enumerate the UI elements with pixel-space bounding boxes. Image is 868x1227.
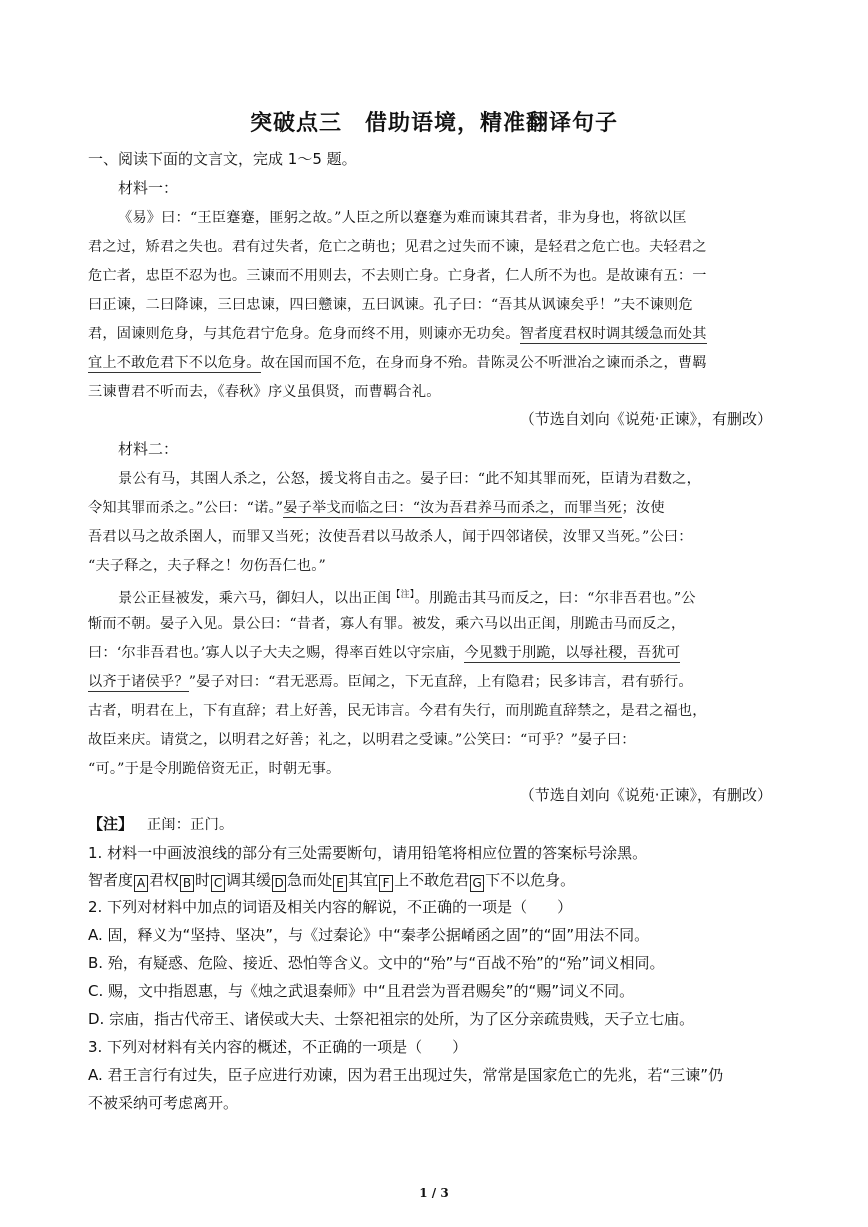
m1-line-6: [88, 354, 707, 372]
answer-box-c[interactable]: C: [211, 875, 225, 892]
q1-seg-4: 急而处: [287, 871, 333, 889]
q2-option-b: B. 殆，有疑惑、危险、接近、恐怕等含义。文中的“殆”与“百战不殆”的“殆”词义相同。: [88, 954, 665, 972]
wavy-underline-1: 智者度君权时调其缓急而处其: [519, 326, 707, 342]
note-label: 【注】: [88, 815, 134, 833]
section-intro: 一、阅读下面的文言文，完成 1～5 题。: [88, 150, 357, 168]
m2-line-8: [88, 673, 693, 691]
answer-box-a[interactable]: A: [134, 875, 148, 892]
question-1: 1. 材料一中画波浪线的部分有三处需要断句，请用铅笔将相应位置的答案标号涂黑。: [88, 844, 648, 862]
m2-line-6: 惭而不朝。晏子入见。景公曰：“昔者，寡人有罪。被发，乘六马以出正闺，刖跪击马而反之，: [88, 616, 686, 632]
m2-line-5: [118, 586, 696, 608]
material-1-label: 材料一：: [118, 179, 179, 197]
m2-line-9: 古者，明君在上，下有直辞；君上好善，民无讳言。今君有失行，而刖跪直辞禁之，是君之福也，: [88, 703, 707, 719]
m1-line-6b: 故在国而国不危，在身而身不殆。昔陈灵公不听泄冶之谏而杀之，曹羁: [260, 355, 707, 371]
q2-option-d: D. 宗庙，指古代帝王、诸侯或大夫、士祭祀祖宗的处所，为了区分亲疏贵贱，天子立七庙。: [88, 1010, 695, 1028]
m2-line-10: 故臣来庆。请赏之，以明君之好善；礼之，以明君之受谏。”公笑曰：“可乎？”晏子曰：: [88, 732, 636, 748]
q1-seg-3: 调其缓: [226, 871, 272, 889]
source-1: （节选自刘向《说苑·正谏》，有删改）: [519, 410, 772, 428]
underline-m2-3: 以齐于诸侯乎？: [88, 674, 189, 690]
note-text: 正闺：正门。: [147, 817, 234, 833]
m2-line-11: “可。”于是令刖跪倍资无正，时朝无事。: [88, 761, 341, 777]
underline-m2-2: 今见戮于刖跪，以辱社稷，吾犹可: [464, 645, 681, 661]
m1-line-5a: 君，固谏则危身，与其危君宁危身。危身而终不用，则谏亦无功矣。: [88, 326, 520, 342]
note: [88, 815, 233, 834]
answer-box-e[interactable]: E: [333, 875, 347, 892]
answer-box-b[interactable]: B: [180, 875, 194, 892]
question-3: 3. 下列对材料有关内容的概述，不正确的一项是（ ）: [88, 1038, 468, 1056]
material-2-label: 材料二：: [118, 440, 179, 458]
q1-seg-5: 其宜: [348, 871, 379, 889]
q3-option-a-line-2: 不被采纳可考虑离开。: [88, 1094, 239, 1112]
q1-sentence: [88, 871, 575, 892]
page-title: 突破点三 借助语境，精准翻译句子: [249, 110, 618, 136]
m2-line-4: “夫子释之，夫子释之！勿伤吾仁也。”: [88, 558, 327, 574]
m2-line-3: 吾君以马之故杀圉人，而罪又当死；汝使吾君以马故杀人，闻于四邻诸侯，汝罪又当死。”公曰：: [88, 529, 693, 545]
m1-line-3: 危亡者，忠臣不忍为也。三谏而不用则去，不去则亡身。亡身者，仁人所不为也。是故谏有五：一: [88, 268, 707, 284]
m1-line-1: 《易》曰：“王臣蹇蹇，匪躬之故。”人臣之所以蹇蹇为难而谏其君者，非为身也，将欲以匡: [118, 210, 687, 226]
answer-box-d[interactable]: D: [272, 875, 286, 892]
m2-line-8b: ”晏子对曰：“君无恶焉。臣闻之，下无直辞，上有隐君；民多讳言，君有骄行。: [188, 674, 693, 690]
m1-line-4: 曰正谏，二曰降谏，三曰忠谏，四曰戆谏，五曰讽谏。孔子曰：“吾其从讽谏矣乎！”夫不谏则危: [88, 297, 693, 313]
m1-line-7: 三谏曹君不听而去，《春秋》序义虽俱贤，而曹羁合礼。: [88, 384, 441, 400]
answer-box-g[interactable]: G: [470, 875, 484, 892]
source-2: （节选自刘向《说苑·正谏》，有删改）: [519, 786, 772, 804]
m2-line-5b: 。刖跪击其马而反之，曰：“尔非吾君也。”公: [414, 590, 696, 607]
answer-box-f[interactable]: F: [379, 875, 393, 892]
m1-line-5: [88, 325, 707, 343]
m2-line-2a: 令知其罪而杀之。”公曰：“诺。”: [88, 500, 284, 516]
underline-m2-1: 晏子举戈而临之曰：“汝为吾君养马而杀之，而罪当死: [283, 500, 622, 516]
m2-line-1: 景公有马，其圉人杀之，公怒，援戈将自击之。晏子曰：“此不知其罪而死，臣请为君数之，: [118, 471, 701, 487]
q1-seg-1: 君权: [149, 871, 180, 889]
q2-option-a: A. 固，释义为“坚持、坚决”，与《过秦论》中“秦孝公据崤函之固”的“固”用法不同。: [88, 926, 650, 944]
page-number: 1 / 3: [419, 1186, 449, 1200]
note-marker: 【注】: [391, 590, 415, 600]
m2-line-7: [88, 644, 680, 662]
q3-option-a-line-1: A. 君王言行有过失，臣子应进行劝谏，因为君王出现过失，常常是国家危亡的先兆，若“三谏”仍: [88, 1066, 724, 1084]
question-2: 2. 下列对材料中加点的词语及相关内容的解说，不正确的一项是（ ）: [88, 898, 573, 916]
m2-line-2: [88, 499, 665, 517]
q1-seg-7: 下不以危身。: [485, 871, 576, 889]
m2-line-2c: ；汝使: [621, 500, 665, 516]
q2-option-c: C. 赐，文中指恩惠，与《烛之武退秦师》中“且君尝为晋君赐矣”的“赐”词义不同。: [88, 982, 635, 1000]
m2-line-7a: 曰：‘尔非吾君也。’寡人以子大夫之赐，得率百姓以守宗庙，: [88, 645, 465, 661]
m2-line-5a: 景公正昼被发，乘六马，御妇人，以出正闺: [118, 590, 392, 607]
q1-seg-2: 时: [195, 871, 211, 889]
q1-seg-0: 智者度: [88, 871, 134, 889]
wavy-underline-2: 宜上不敢危君下不以危身。: [88, 355, 261, 371]
q1-seg-6: 上不敢危君: [394, 871, 470, 889]
m1-line-2: 君之过，矫君之失也。君有过失者，危亡之萌也；见君之过失而不谏，是轻君之危亡也。夫轻君之: [88, 239, 707, 255]
